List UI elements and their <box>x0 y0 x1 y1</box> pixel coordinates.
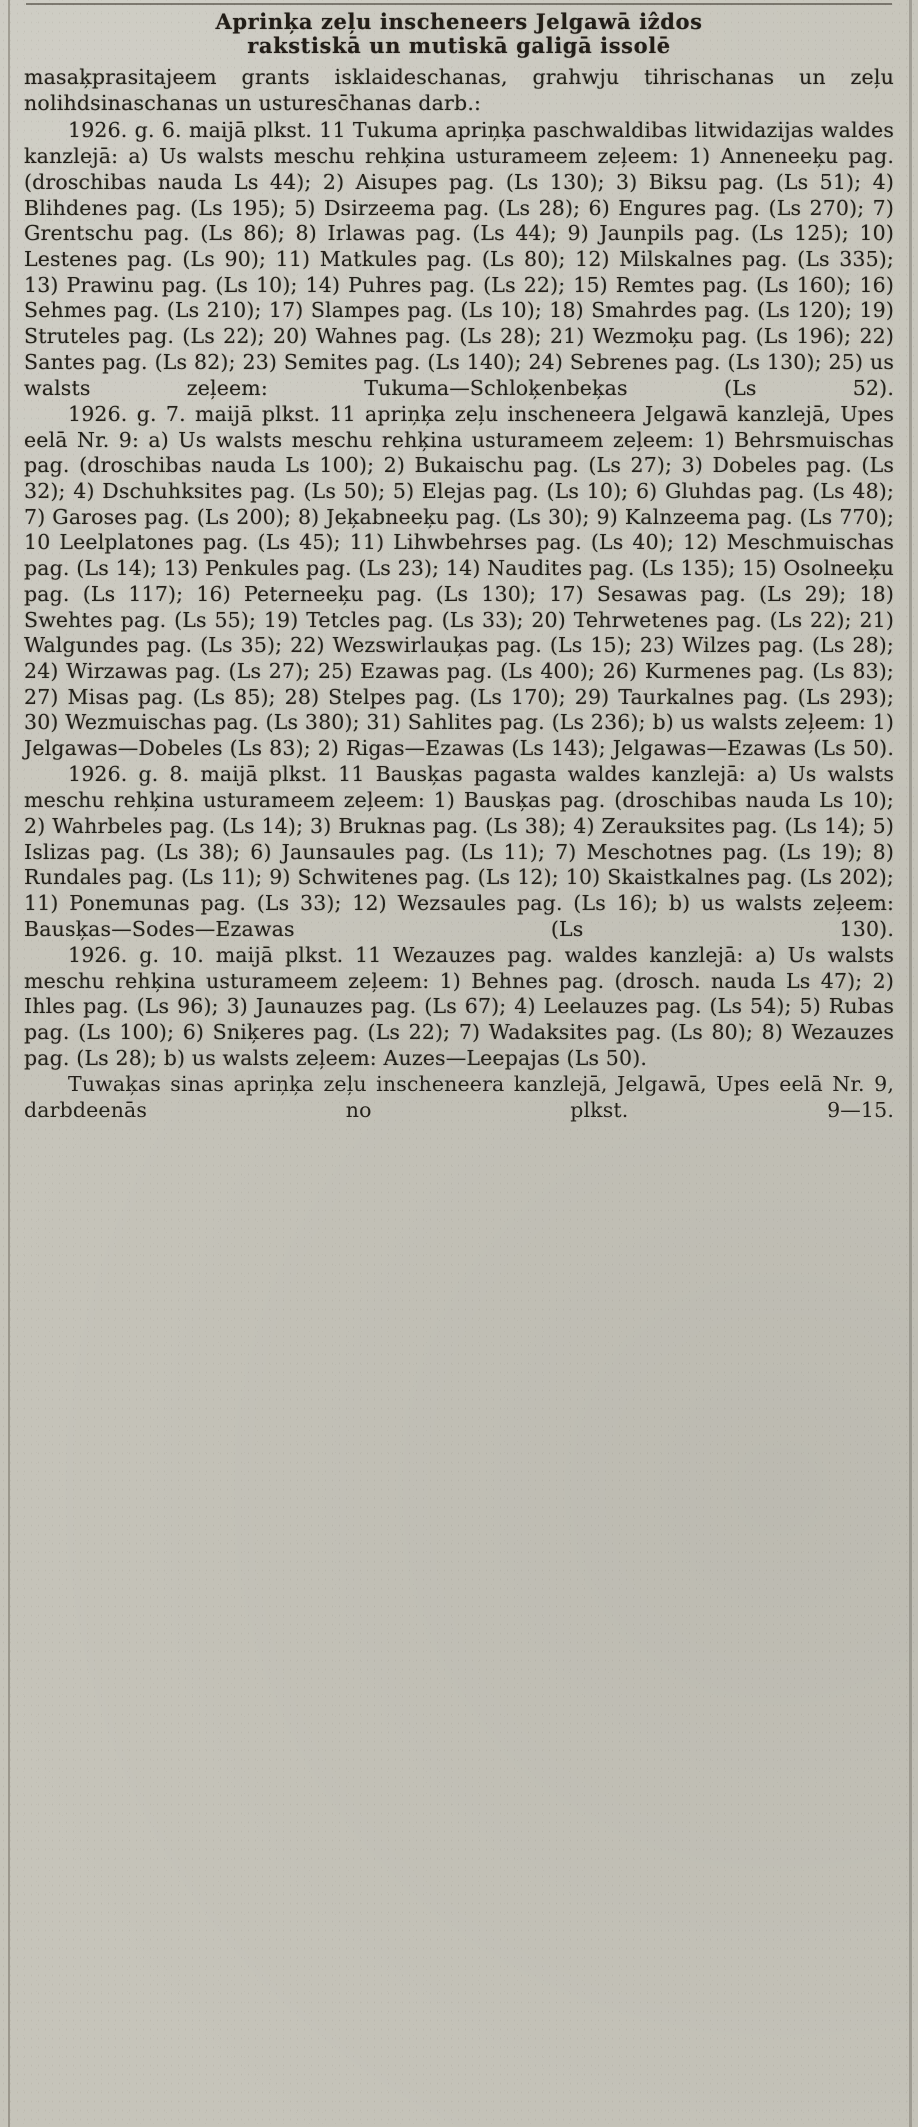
notice-paragraph-4: 1926. g. 10. maijā plkst. 11 Wezauzes pag. waldes kanzlejā: a) Us walsts meschu rehķina usturameem zeļeem: 1) Behnes pag. (drosch. nauda Ls 47); 2) Ihles pag. (Ls 96); 3) Jaunauzes pag. (Ls 67); 4) Leelauzes pag. (Ls 54); 5) Rubas pag. (Ls 100); 6) Sniķeres pag. (Ls 22); 7) Wadaksites pag. (Ls 80); 8) Wezauzes pag. (Ls 28); b) us walsts zeļeem: Auzes—Leepajas (Ls 50). <box>24 942 894 1070</box>
headline-line-1: Aprinķa zeļu inscheneers Jelgawā iẑdos <box>215 9 703 34</box>
page-title <box>62 10 856 59</box>
right-column-rule <box>909 0 912 2127</box>
notice-paragraph-1: 1926. g. 6. maijā plkst. 11 Tukuma apriņķa paschwaldibas litwidazijas waldes kanzlejā: a) Us walsts meschu rehķina usturameem zeļeem: 1) Anneneeķu pag. (droschibas nauda Ls 44); 2) Aisupes pag. (Ls 130); 3) Biksu pag. (Ls 51); 4) Blihdenes pag. (Ls 195); 5) Dsirzeema pag. (Ls 28); 6) Engures pag. (Ls 270); 7) Grentschu pag. (Ls 86); 8) Irlawas pag. (Ls 44); 9) Jaunpils pag. (Ls 125); 10) Lestenes pag. (Ls 90); 11) Matkules pag. (Ls 80); 12) Milskalnes pag. (Ls 335); 13) Prawinu pag. (Ls 10); 14) Puhres pag. (Ls 22); 15) Remtes pag. (Ls 160); 16) Sehmes pag. (Ls 210); 17) Slampes pag. (Ls 10); 18) Smahrdes pag. (Ls 120); 19) Struteles pag. (Ls 22); 20) Wahnes pag. (Ls 28); 21) Wezmoķu pag. (Ls 196); 22) Santes pag. (Ls 82); 23) Semites pag. (Ls 140); 24) Sebrenes pag. (Ls 130); 25) us walsts zeļeem: Tukuma—Schloķenbeķas (Ls 52). <box>24 118 894 400</box>
lead-paragraph: masaķprasitajeem grants isklaideschanas, grahwju tihrischanas un zeļu nolihdsinaschanas un usturesc̄hanas darb.: <box>24 64 894 115</box>
notice-paragraph-3: 1926. g. 8. maijā plkst. 11 Bausķas pagasta waldes kanzlejā: a) Us walsts meschu rehķina usturameem zeļeem: 1) Bausķas pag. (droschibas nauda Ls 10); 2) Wahrbeles pag. (Ls 14); 3) Bruknas pag. (Ls 38); 4) Zerauksites pag. (Ls 14); 5) Islizas pag. (Ls 38); 6) Jaunsaules pag. (Ls 11); 7) Meschotnes pag. (Ls 19); 8) Rundales pag. (Ls 11); 9) Schwitenes pag. (Ls 12); 10) Skaistkalnes pag. (Ls 202); 11) Ponemunas pag. (Ls 33); 12) Wezsaules pag. (Ls 16); b) us walsts zeļeem: Bausķas—Sodes—Ezawas (Ls 130). <box>24 762 894 941</box>
contact-footer: Tuwaķas sinas apriņķa zeļu inscheneera kanzlejā, Jelgawā, Upes eelā Nr. 9, darbdeenās no plkst. 9—15. <box>24 1072 894 1123</box>
top-rule <box>26 3 892 5</box>
headline-line-2: rakstiskā un mutiskā galigā issolē <box>247 33 671 59</box>
left-column-rule <box>8 0 10 2127</box>
notice-paragraph-2: 1926. g. 7. maijā plkst. 11 apriņķa zeļu inscheneera Jelgawā kanzlejā, Upes eelā Nr. 9: a) Us walsts meschu rehķina usturameem zeļeem: 1) Behrsmuischas pag. (droschibas nauda Ls 100); 2) Bukaischu pag. (Ls 27); 3) Dobeles pag. (Ls 32); 4) Dschuhksites pag. (Ls 50); 5) Elejas pag. (Ls 10); 6) Gluhdas pag. (Ls 48); 7) Garoses pag. (Ls 200); 8) Jeķabneeķu pag. (Ls 30); 9) Kalnzeema pag. (Ls 770); 10 Leelplatones pag. (Ls 45); 11) Lihwbehrses pag. (Ls 40); 12) Meschmuischas pag. (Ls 14); 13) Penkules pag. (Ls 23); 14) Naudites pag. (Ls 135); 15) Osolneeķu pag. (Ls 117); 16) Peterneeķu pag. (Ls 130); 17) Sesawas pag. (Ls 29); 18) Swehtes pag. (Ls 55); 19) Tetcles pag. (Ls 33); 20) Tehrwetenes pag. (Ls 22); 21) Walgundes pag. (Ls 35); 22) Wezswirlauķas pag. (Ls 15); 23) Wilzes pag. (Ls 28); 24) Wirzawas pag. (Ls 27); 25) Ezawas pag. (Ls 400); 26) Kurmenes pag. (Ls 83); 27) Misas pag. (Ls 85); 28) Stelpes pag. (Ls 170); 29) Taurkalnes pag. (Ls 293); 30) Wezmuischas pag. (Ls 380); 31) Sahlites pag. (Ls 236); b) us walsts zeļeem: 1) Jelgawas—Dobeles (Ls 83); 2) Rigas—Ezawas (Ls 143); Jelgawas—Ezawas (Ls 50). <box>24 401 894 761</box>
